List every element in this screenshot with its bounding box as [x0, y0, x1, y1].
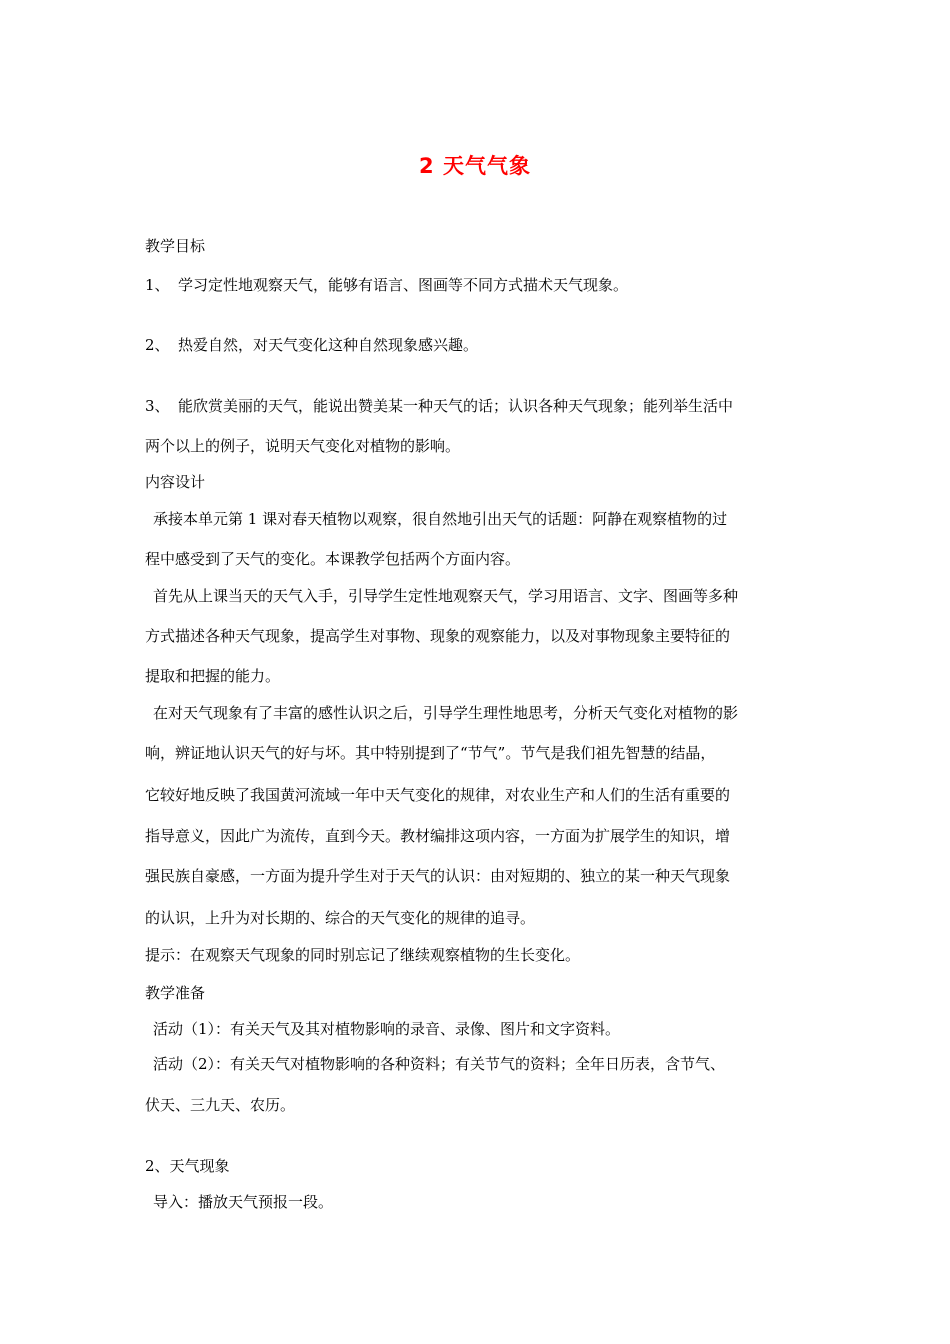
activity-2-continued: 伏天、三九天、农历。 [145, 1096, 296, 1114]
paragraph-line: 的认识，上升为对长期的、综合的天气变化的规律的追寻。 [145, 909, 536, 927]
objective-text: 热爱自然，对天气变化这种自然现象感兴趣。 [178, 336, 479, 354]
preparation-heading: 教学准备 [145, 984, 206, 1002]
paragraph-line: 首先从上课当天的天气入手，引导学生定性地观察天气，学习用语言、文字、图画等多种 [153, 587, 739, 605]
paragraph-line: 它较好地反映了我国黄河流域一年中天气变化的规律，对农业生产和人们的生活有重要的 [145, 786, 731, 804]
paragraph-line: 指导意义，因此广为流传，直到今天。教材编排这项内容，一方面为扩展学生的知识，增 [145, 827, 731, 845]
tip-text: 提示：在观察天气现象的同时别忘记了继续观察植物的生长变化。 [145, 946, 581, 964]
objective-text: 学习定性地观察天气，能够有语言、图画等不同方式描术天气现象。 [178, 276, 629, 294]
activity-1-text: 活动（1）：有关天气及其对植物影响的录音、录像、图片和文字资料。 [153, 1020, 621, 1038]
objective-item-3-continued: 两个以上的例子，说明天气变化对植物的影响。 [145, 437, 461, 455]
paragraph-line: 在对天气现象有了丰富的感性认识之后，引导学生理性地思考，分析天气变化对植物的影 [153, 704, 739, 722]
paragraph-line: 提取和把握的能力。 [145, 667, 281, 685]
objectives-heading: 教学目标 [145, 237, 206, 255]
objective-item-1 [145, 275, 815, 295]
paragraph-line: 承接本单元第 1 课对春天植物以观察，很自然地引出天气的话题：阿静在观察植物的过 [153, 510, 728, 528]
section-2-intro: 导入：播放天气预报一段。 [153, 1193, 334, 1211]
activity-2-text: 活动（2）：有关天气对植物影响的各种资料；有关节气的资料；全年日历表，含节气、 [153, 1055, 726, 1073]
paragraph-line: 方式描述各种天气现象，提高学生对事物、现象的观察能力，以及对事物现象主要特征的 [145, 627, 731, 645]
document-title: 2 天气气象 [419, 154, 531, 178]
paragraph-line: 强民族自豪感，一方面为提升学生对于天气的认识：由对短期的、独立的某一种天气现象 [145, 867, 731, 885]
content-design-heading: 内容设计 [145, 473, 206, 491]
objective-text: 能欣赏美丽的天气，能说出赞美某一种天气的话；认识各种天气现象；能列举生活中 [178, 397, 734, 415]
objective-item-3 [145, 396, 815, 416]
paragraph-line: 程中感受到了天气的变化。本课教学包括两个方面内容。 [145, 550, 521, 568]
objective-number: 2、 [145, 336, 170, 354]
objective-number: 1、 [145, 276, 170, 294]
section-2-heading: 2、天气现象 [145, 1157, 230, 1175]
objective-number: 3、 [145, 397, 170, 415]
objective-item-2 [145, 335, 815, 355]
paragraph-line: 响，辨证地认识天气的好与坏。其中特别提到了“节气”。节气是我们祖先智慧的结晶， [145, 744, 716, 762]
